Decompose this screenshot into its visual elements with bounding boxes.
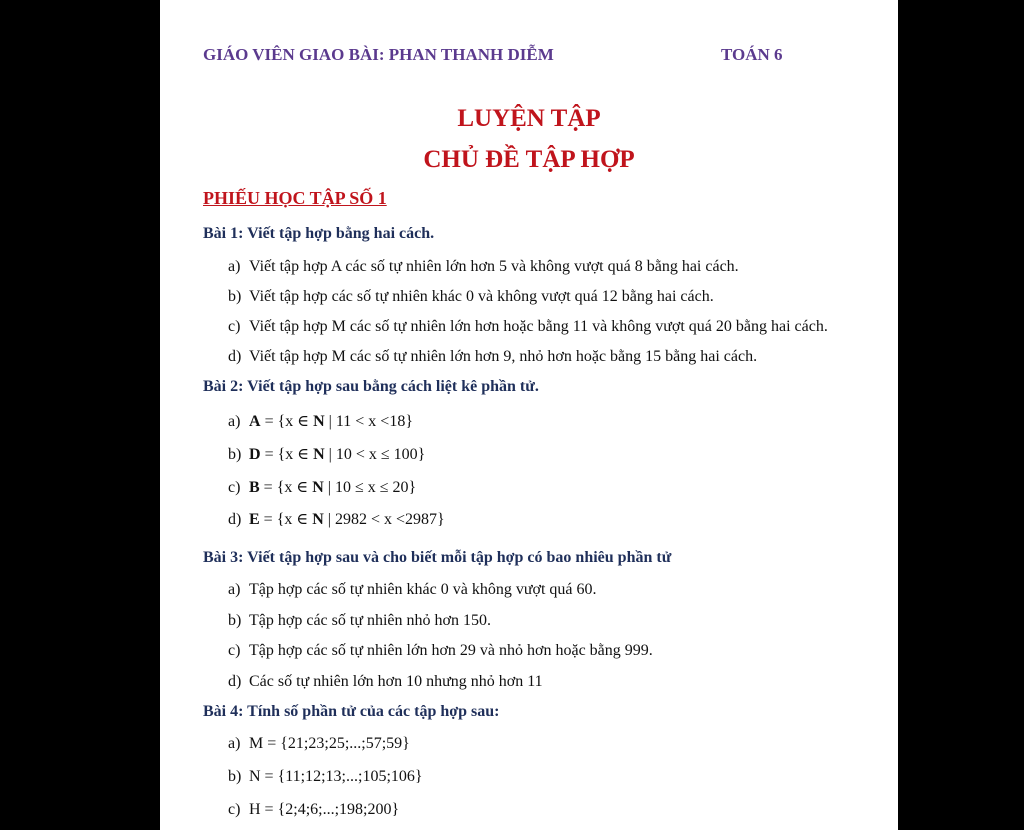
document-page <box>160 0 898 830</box>
list-item: a) A = {x ∈ N | 11 < x <18} <box>228 413 414 430</box>
list-item: b) N = {11;12;13;...;105;106} <box>228 768 423 785</box>
teacher-name: GIÁO VIÊN GIAO BÀI: PHAN THANH DIỄM <box>203 45 554 64</box>
topic-title: CHỦ ĐỀ TẬP HỢP <box>423 146 635 173</box>
exercise-2-title: Bài 2: Viết tập hợp sau bằng cách liệt kê phần tử. <box>203 378 539 395</box>
list-item: d) Viết tập hợp M các số tự nhiên lớn hơn 9, nhỏ hơn hoặc bằng 15 bằng hai cách. <box>228 348 758 365</box>
list-item: a) Tập hợp các số tự nhiên khác 0 và không vượt quá 60. <box>228 581 597 598</box>
list-item: b) D = {x ∈ N | 10 < x ≤ 100} <box>228 446 426 463</box>
list-item: d) E = {x ∈ N | 2982 < x <2987} <box>228 511 445 528</box>
page-header <box>203 45 878 65</box>
main-title: LUYỆN TẬP <box>457 105 601 132</box>
list-item: c) Tập hợp các số tự nhiên lớn hơn 29 và nhỏ hơn hoặc bằng 999. <box>228 642 653 659</box>
list-item: b) Viết tập hợp các số tự nhiên khác 0 và không vượt quá 12 bằng hai cách. <box>228 288 714 305</box>
worksheet-label: PHIẾU HỌC TẬP SỐ 1 <box>203 188 387 208</box>
list-item: a) Viết tập hợp A các số tự nhiên lớn hơn 5 và không vượt quá 8 bằng hai cách. <box>228 258 739 275</box>
list-item: c) H = {2;4;6;...;198;200} <box>228 801 400 818</box>
exercise-4-title: Bài 4: Tính số phần tử của các tập hợp sau: <box>203 703 500 720</box>
list-item: b) Tập hợp các số tự nhiên nhỏ hơn 150. <box>228 612 491 629</box>
list-item: a) M = {21;23;25;...;57;59} <box>228 735 410 752</box>
list-item: d) Các số tự nhiên lớn hơn 10 nhưng nhỏ hơn 11 <box>228 673 543 690</box>
exercise-1-title: Bài 1: Viết tập hợp bằng hai cách. <box>203 225 435 242</box>
subject-label: TOÁN 6 <box>721 45 783 64</box>
exercise-3-title: Bài 3: Viết tập hợp sau và cho biết mỗi tập hợp có bao nhiêu phần tử <box>203 549 672 566</box>
list-item: c) B = {x ∈ N | 10 ≤ x ≤ 20} <box>228 479 417 496</box>
list-item: c) Viết tập hợp M các số tự nhiên lớn hơn hoặc bằng 11 và không vượt quá 20 bằng hai cách. <box>228 318 828 335</box>
